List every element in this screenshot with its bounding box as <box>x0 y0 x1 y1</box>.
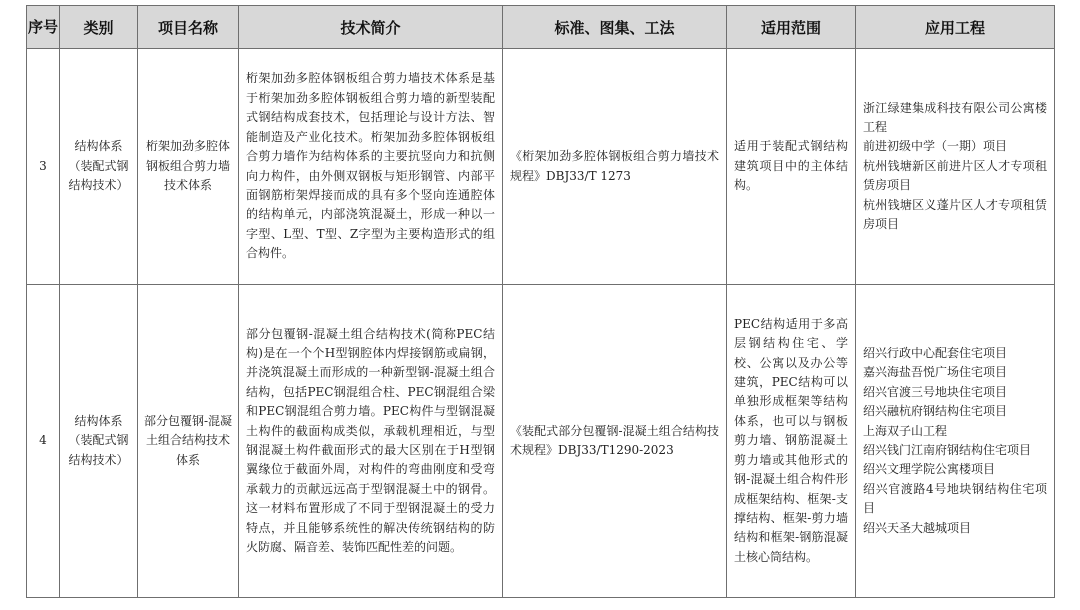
header-category: 类别 <box>60 6 138 49</box>
tech-table <box>26 5 1055 598</box>
project-item: 绍兴天圣大越城项目 <box>863 520 972 535</box>
project-item: 绍兴文理学院公寓楼项目 <box>863 462 996 477</box>
cell-intro: 桁架加劲多腔体钢板组合剪力墙技术体系是基于桁架加劲多腔体钢板组合剪力墙的新型装配式钢结构成套技术，包括理论与设计方法、智能制造及产业化技术。桁架加劲多腔体钢板组合剪力墙作为结构体系的主要抗竖向力和抗侧向力构件，由外侧双钢板与矩形钢管、内部平面钢筋桁架焊接而成的具有多个竖向连通腔体的结构单元，内部浇筑混凝土，形成一种以一字型、L型、T型、Z字型为主要构造形式的组合构件。 <box>239 49 503 285</box>
project-item: 杭州钱塘区义蓬片区人才专项租赁房项目 <box>863 197 1047 232</box>
cell-name: 部分包覆钢-混凝土组合结构技术体系 <box>138 285 239 598</box>
project-item: 浙江绿建集成科技有限公司公寓楼工程 <box>863 100 1047 134</box>
header-scope: 适用范围 <box>727 6 856 49</box>
project-item: 绍兴钱门江南府钢结构住宅项目 <box>863 443 1032 457</box>
header-standard: 标准、图集、工法 <box>503 6 727 49</box>
cell-name: 桁架加劲多腔体钢板组合剪力墙技术体系 <box>138 49 239 285</box>
header-name: 项目名称 <box>138 6 239 49</box>
header-projects: 应用工程 <box>856 6 1055 49</box>
header-row <box>27 6 1055 49</box>
project-item: 嘉兴海盐吾悦广场住宅项目 <box>863 365 1008 380</box>
table-row <box>27 49 1055 285</box>
project-item: 绍兴融杭府钢结构住宅项目 <box>863 404 1008 419</box>
cell-scope: 适用于装配式钢结构建筑项目中的主体结构。 <box>727 49 856 285</box>
project-item: 杭州钱塘新区前进片区人才专项租赁房项目 <box>863 158 1047 193</box>
cell-intro: 部分包覆钢-混凝土组合结构技术(简称PEC结构)是在一个个H型钢腔体内焊接钢筋或扁钢，并浇筑混凝土而形成的一种新型钢-混凝土组合结构，包括PEC钢混组合柱、PEC钢混组合梁和PEC钢混组合剪力墙。PEC构件与型钢混凝土构件的截面构成类似，承载机理相近，与型钢混凝土构件截面形式的最大区别在于H型钢翼缘位于截面外周，对构件的弯曲刚度和受弯承载力的贡献远远高于型钢混凝土中的钢骨。这一材料布置形成了不同于型钢混凝土的受力特点，并且能够系统性的解决传统钢结构的防火防腐、隔音差、装饰匹配性差的问题。 <box>239 285 503 598</box>
cell-projects <box>856 285 1055 598</box>
table-row <box>27 285 1055 598</box>
cell-standard: 《桁架加劲多腔体钢板组合剪力墙技术规程》DBJ33/T 1273 <box>503 49 727 285</box>
cell-seq: 3 <box>27 49 60 285</box>
cell-standard: 《装配式部分包覆钢-混凝土组合结构技术规程》DBJ33/T1290-2023 <box>503 285 727 598</box>
project-item: 绍兴官渡路4号地块钢结构住宅项目 <box>863 481 1047 516</box>
project-item: 上海双子山工程 <box>863 423 948 438</box>
cell-category: 结构体系（装配式钢结构技术） <box>60 285 138 598</box>
cell-seq: 4 <box>27 285 60 598</box>
cell-scope: PEC结构适用于多高层钢结构住宅、学校、公寓以及办公等建筑，PEC结构可以单独形成框架等结构体系，也可以与钢板剪力墙、钢筋混凝土剪力墙或其他形式的钢-混凝土组合构件形成框架结构、框架-支撑结构、框架-剪力墙结构和框架-钢筋混凝土核心筒结构。 <box>727 285 856 598</box>
cell-category: 结构体系（装配式钢结构技术） <box>60 49 138 285</box>
cell-projects <box>856 49 1055 285</box>
project-item: 绍兴官渡三号地块住宅项目 <box>863 384 1008 399</box>
project-item: 前进初级中学（一期）项目 <box>863 139 1008 154</box>
header-intro: 技术简介 <box>239 6 503 49</box>
header-seq: 序号 <box>27 6 60 49</box>
project-item: 绍兴行政中心配套住宅项目 <box>863 345 1008 360</box>
